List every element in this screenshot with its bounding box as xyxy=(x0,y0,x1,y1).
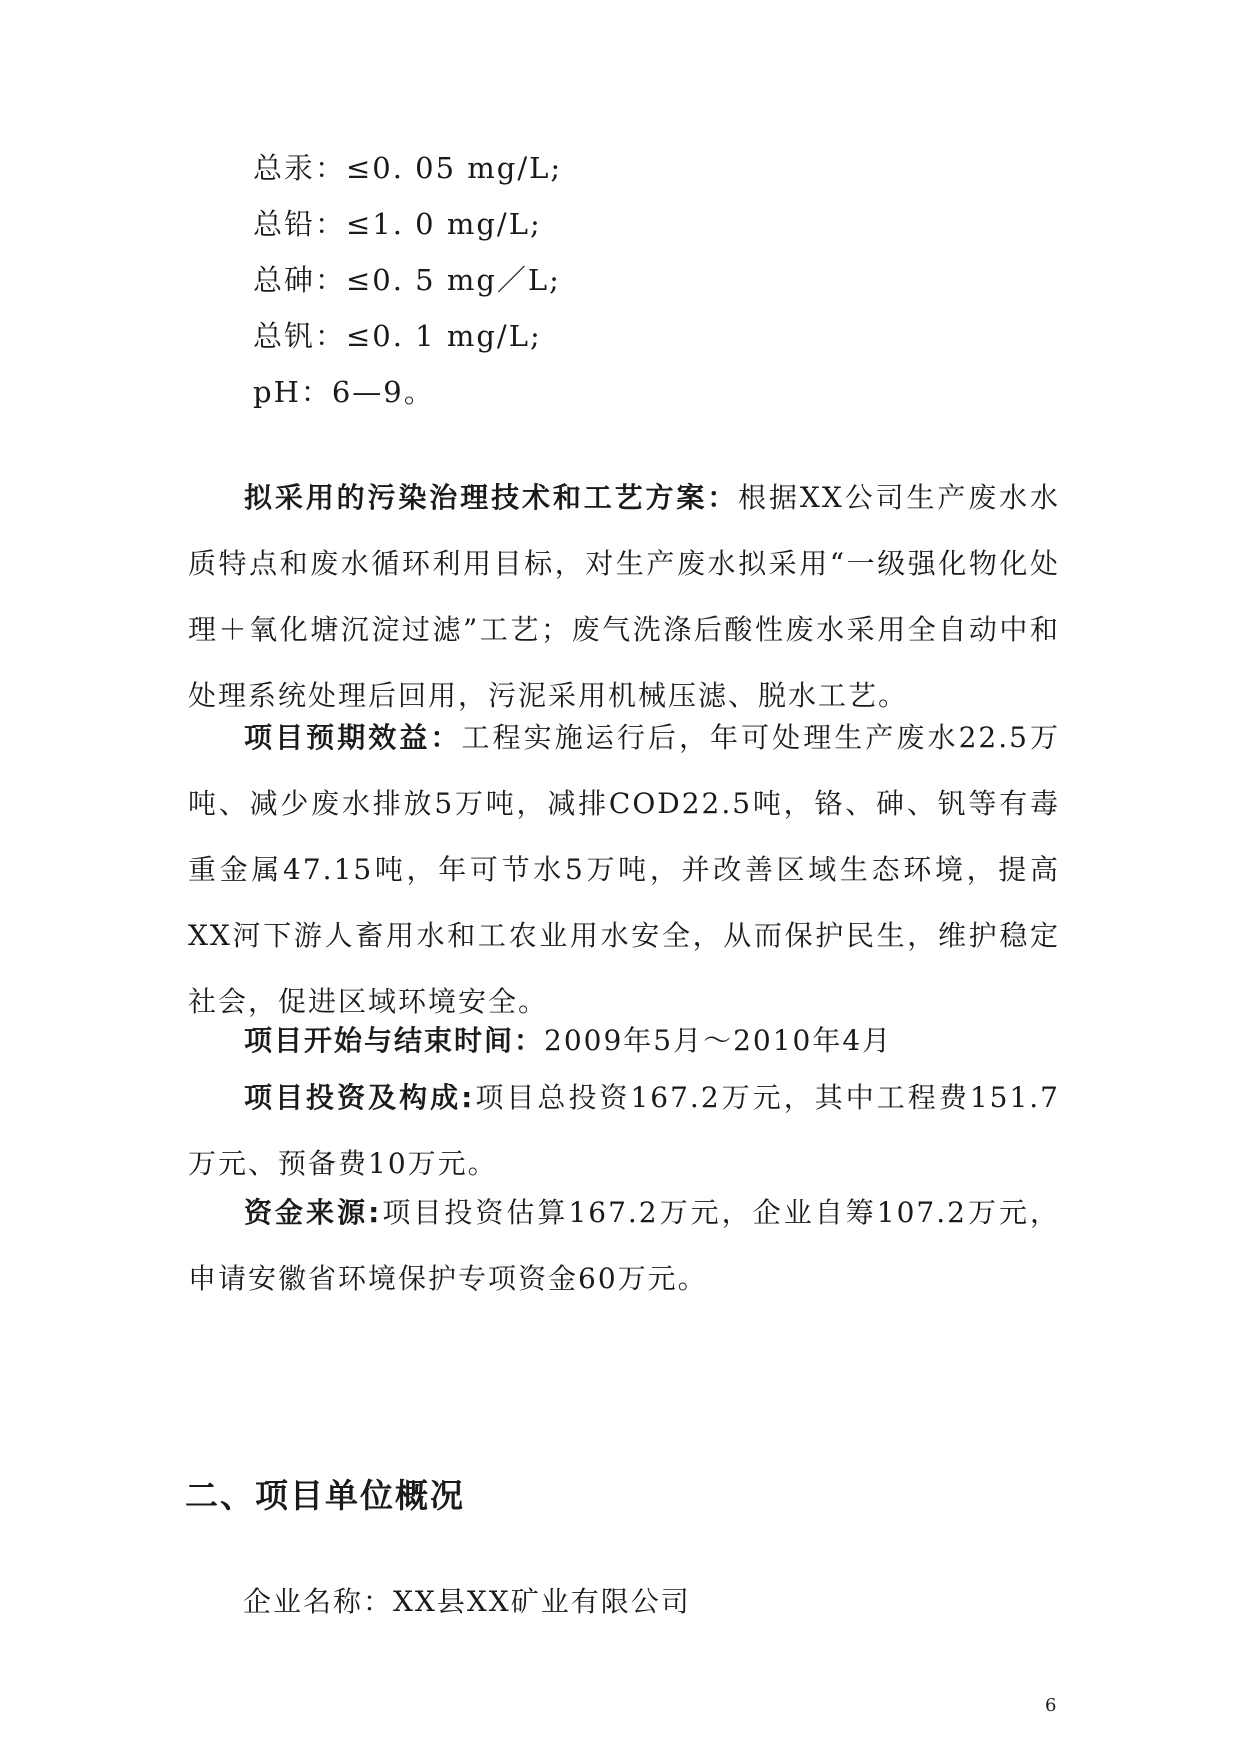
investment-label: 项目投资及构成: xyxy=(244,1081,475,1114)
section-heading: 二、项目单位概况 xyxy=(185,1476,465,1515)
technology-label: 拟采用的污染治理技术和工艺方案： xyxy=(244,481,739,514)
investment-text: 项目总投资167.2万元，其中工程费151.7万元、预备费10万元。 xyxy=(188,1081,1060,1180)
benefits-paragraph xyxy=(188,705,1060,1035)
technology-paragraph xyxy=(188,465,1060,729)
benefits-text: 工程实施运行后，年可处理生产废水22.5万吨、减少废水排放5万吨，减排COD22.5吨，铬、砷、钒等有毒重金属47.15吨，年可节水5万吨，并改善区域生态环境，提高XX河下游人畜用水和工农业用水安全，从而保护民生，维护稳定社会，促进区域环境安全。 xyxy=(188,721,1060,1018)
funding-label: 资金来源: xyxy=(244,1196,382,1229)
standard-mercury: 总汞：≤0. 05 mg/L; xyxy=(253,151,563,185)
standard-arsenic: 总砷：≤0. 5 mg／L; xyxy=(253,263,561,297)
standard-ph: pH：6—9。 xyxy=(253,375,435,409)
funding-text: 项目投资估算167.2万元，企业自筹107.2万元，申请安徽省环境保护专项资金60万元。 xyxy=(188,1196,1060,1295)
schedule-label: 项目开始与结束时间： xyxy=(244,1024,545,1057)
page-number: 6 xyxy=(1045,1695,1057,1716)
benefits-label: 项目预期效益： xyxy=(244,721,462,754)
technology-text: 根据XX公司生产废水水质特点和废水循环利用目标，对生产废水拟采用“一级强化物化处理＋氧化塘沉淀过滤”工艺；废气洗涤后酸性废水采用全自动中和处理系统处理后回用，污泥采用机械压滤、脱水工艺。 xyxy=(188,481,1060,712)
company-name-line: 企业名称：XX县XX矿业有限公司 xyxy=(243,1585,691,1618)
standard-lead: 总铅：≤1. 0 mg/L; xyxy=(253,207,542,241)
funding-paragraph xyxy=(188,1180,1060,1312)
schedule-text: 2009年5月～2010年4月 xyxy=(544,1024,893,1057)
investment-paragraph xyxy=(188,1065,1060,1197)
standard-vanadium: 总钒：≤0. 1 mg/L; xyxy=(253,319,542,353)
